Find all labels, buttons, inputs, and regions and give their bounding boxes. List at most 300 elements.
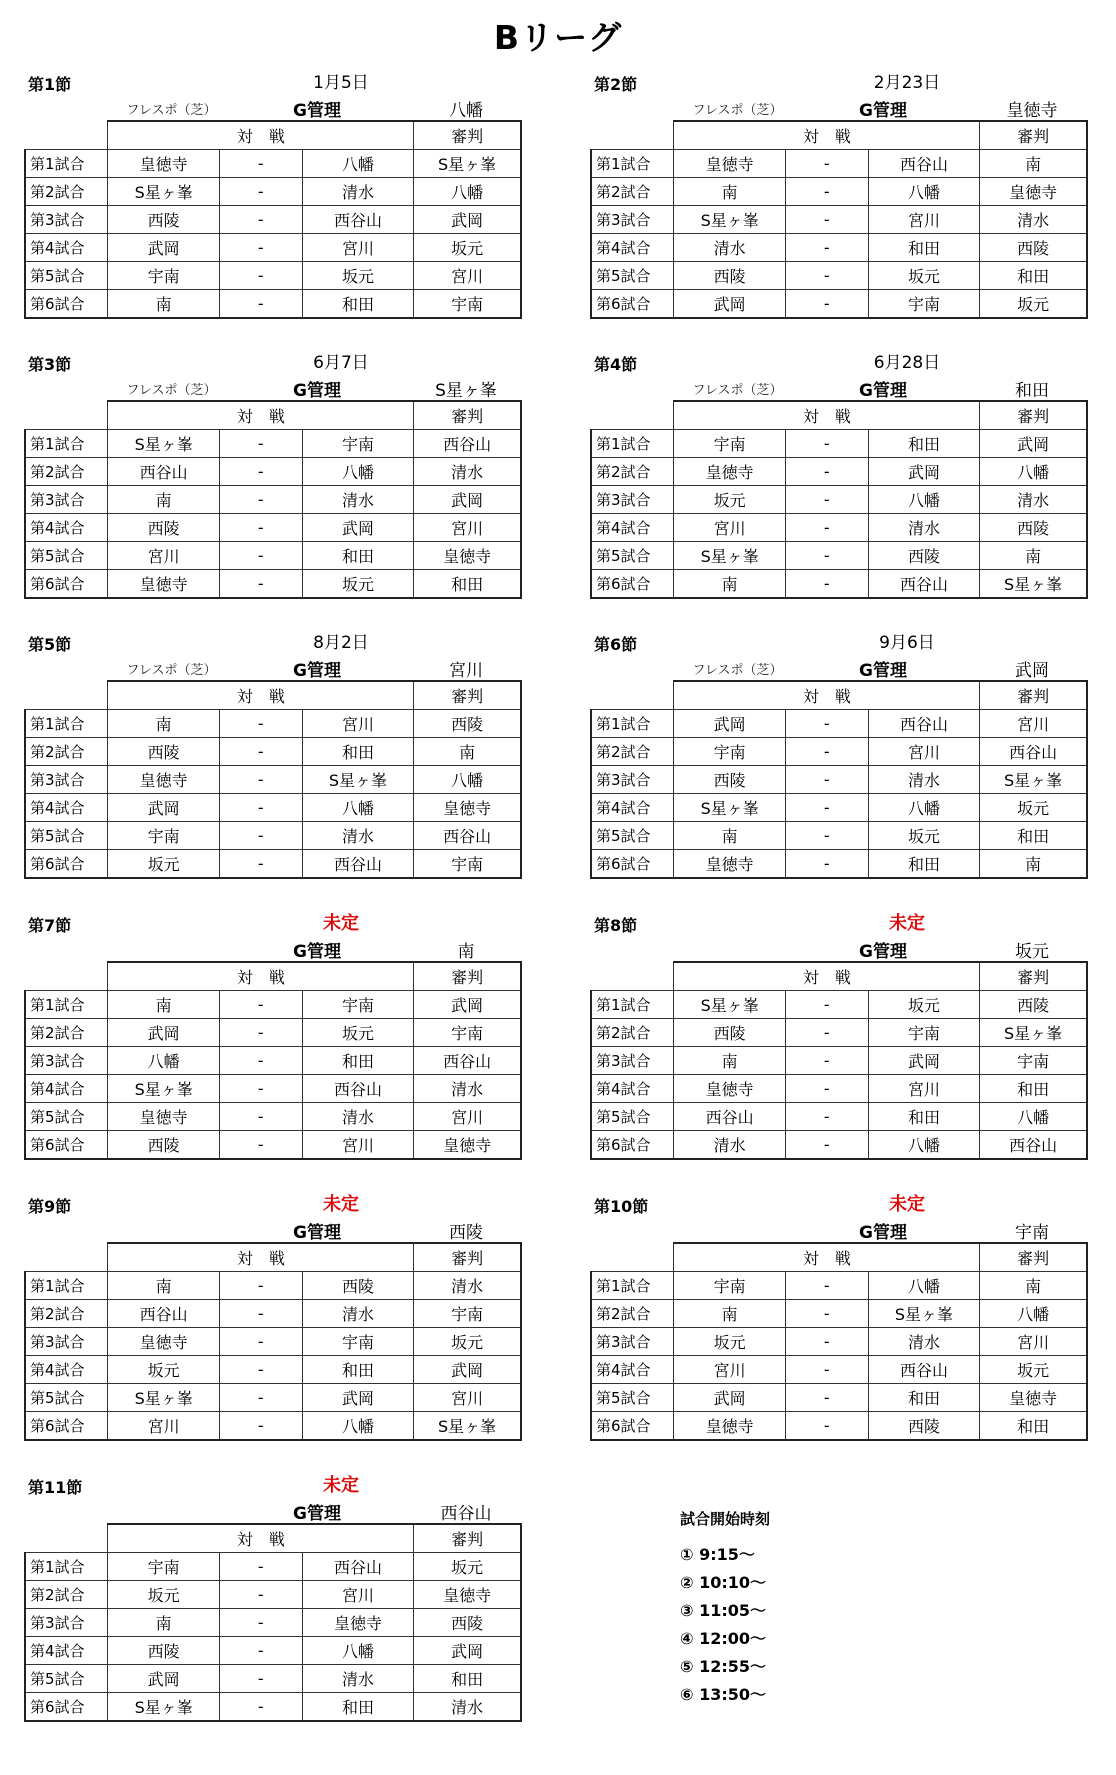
home-team: 皇徳寺 <box>674 1412 785 1441</box>
table-row <box>25 430 521 458</box>
table-row <box>25 1581 521 1609</box>
away-team: 清水 <box>302 486 413 514</box>
header-referee: 審判 <box>414 962 521 991</box>
referee-team: 西陵 <box>414 710 521 738</box>
section-date: 未定 <box>323 1194 359 1215</box>
home-team: 西陵 <box>108 206 219 234</box>
referee-team: S星ヶ峯 <box>414 150 521 178</box>
versus-dash: - <box>785 1272 868 1300</box>
match-number: 第5試合 <box>591 822 674 850</box>
match-number: 第5試合 <box>25 1103 108 1131</box>
versus-dash: - <box>219 850 302 879</box>
home-team: 南 <box>674 822 785 850</box>
start-time-item: ⑥ 13:50～ <box>680 1685 767 1704</box>
section-host: 西陵 <box>449 1223 483 1243</box>
away-team: 宮川 <box>868 206 979 234</box>
home-team: 宇南 <box>108 262 219 290</box>
away-team: 宇南 <box>302 991 413 1019</box>
away-team: 和田 <box>302 290 413 319</box>
versus-dash: - <box>219 1103 302 1131</box>
match-number: 第1試合 <box>591 430 674 458</box>
versus-dash: - <box>219 542 302 570</box>
home-team: 武岡 <box>108 234 219 262</box>
table-row <box>591 262 1087 290</box>
section-manager: G管理 <box>293 381 341 401</box>
header-referee: 審判 <box>980 121 1087 150</box>
referee-team: 宮川 <box>980 1328 1087 1356</box>
section-manager: G管理 <box>293 661 341 681</box>
header-referee: 審判 <box>414 1243 521 1272</box>
away-team: 八幡 <box>868 486 979 514</box>
table-row <box>25 1609 521 1637</box>
header-referee: 審判 <box>414 681 521 710</box>
header-blank <box>25 962 108 991</box>
referee-team: 清水 <box>414 1693 521 1722</box>
table-row <box>591 290 1087 319</box>
match-number: 第6試合 <box>25 570 108 599</box>
away-team: 和田 <box>868 1384 979 1412</box>
schedule-table <box>590 400 1088 599</box>
home-team: 武岡 <box>108 794 219 822</box>
schedule-table <box>24 1242 522 1441</box>
table-row <box>591 1131 1087 1160</box>
home-team: 武岡 <box>674 290 785 319</box>
versus-dash: - <box>785 1300 868 1328</box>
section-label: 第9節 <box>28 1197 72 1216</box>
table-row <box>25 1665 521 1693</box>
home-team: 宇南 <box>108 822 219 850</box>
header-referee: 審判 <box>414 401 521 430</box>
match-number: 第1試合 <box>25 991 108 1019</box>
referee-team: 西谷山 <box>414 822 521 850</box>
away-team: 西陵 <box>868 542 979 570</box>
home-team: 坂元 <box>108 1581 219 1609</box>
table-row <box>591 234 1087 262</box>
match-number: 第5試合 <box>591 1103 674 1131</box>
match-number: 第4試合 <box>591 1075 674 1103</box>
section-manager: G管理 <box>859 942 907 962</box>
home-team: 皇徳寺 <box>108 150 219 178</box>
schedule-table <box>24 961 522 1160</box>
section-7 <box>24 905 529 1185</box>
away-team: 清水 <box>302 178 413 206</box>
match-number: 第5試合 <box>25 1665 108 1693</box>
referee-team: 清水 <box>414 1075 521 1103</box>
versus-dash: - <box>219 1356 302 1384</box>
match-number: 第6試合 <box>591 850 674 879</box>
versus-dash: - <box>219 766 302 794</box>
table-row <box>25 710 521 738</box>
away-team: 八幡 <box>302 1412 413 1441</box>
header-taisen: 対 戦 <box>108 401 414 430</box>
table-row <box>25 991 521 1019</box>
section-host: 坂元 <box>1015 942 1049 962</box>
referee-team: 武岡 <box>414 991 521 1019</box>
referee-team: 清水 <box>980 486 1087 514</box>
home-team: 坂元 <box>108 850 219 879</box>
away-team: 八幡 <box>302 1637 413 1665</box>
referee-team: 和田 <box>414 570 521 599</box>
section-label: 第8節 <box>594 916 638 935</box>
match-number: 第4試合 <box>591 1356 674 1384</box>
referee-team: 坂元 <box>414 1553 521 1581</box>
table-row <box>591 150 1087 178</box>
referee-team: 南 <box>980 1272 1087 1300</box>
versus-dash: - <box>219 206 302 234</box>
home-team: S星ヶ峯 <box>108 430 219 458</box>
home-team: S星ヶ峯 <box>108 1693 219 1722</box>
home-team: 武岡 <box>108 1665 219 1693</box>
home-team: 西谷山 <box>674 1103 785 1131</box>
table-row <box>591 542 1087 570</box>
home-team: 南 <box>674 178 785 206</box>
away-team: 和田 <box>868 850 979 879</box>
away-team: 宮川 <box>302 234 413 262</box>
away-team: 西谷山 <box>302 850 413 879</box>
section-venue: フレスポ（芝） <box>692 383 783 398</box>
match-number: 第5試合 <box>591 262 674 290</box>
versus-dash: - <box>785 486 868 514</box>
section-host: 宇南 <box>1015 1223 1049 1243</box>
home-team: S星ヶ峯 <box>674 991 785 1019</box>
header-referee: 審判 <box>980 962 1087 991</box>
header-blank <box>25 121 108 150</box>
versus-dash: - <box>785 766 868 794</box>
versus-dash: - <box>219 458 302 486</box>
table-row <box>591 1300 1087 1328</box>
match-number: 第2試合 <box>25 738 108 766</box>
match-number: 第1試合 <box>25 150 108 178</box>
versus-dash: - <box>219 794 302 822</box>
start-time-item: ③ 11:05～ <box>680 1601 767 1620</box>
home-team: 皇徳寺 <box>108 570 219 599</box>
referee-team: 八幡 <box>414 178 521 206</box>
header-blank <box>25 401 108 430</box>
header-referee: 審判 <box>980 681 1087 710</box>
away-team: 宇南 <box>302 1328 413 1356</box>
away-team: 八幡 <box>868 794 979 822</box>
match-number: 第1試合 <box>25 710 108 738</box>
away-team: 宮川 <box>302 710 413 738</box>
table-row <box>25 1412 521 1441</box>
versus-dash: - <box>785 794 868 822</box>
table-row <box>591 1103 1087 1131</box>
table-row <box>591 514 1087 542</box>
referee-team: 坂元 <box>980 290 1087 319</box>
section-manager: G管理 <box>293 1504 341 1524</box>
table-row <box>591 1412 1087 1441</box>
table-row <box>591 1384 1087 1412</box>
home-team: 坂元 <box>674 1328 785 1356</box>
header-taisen: 対 戦 <box>674 962 980 991</box>
header-taisen: 対 戦 <box>674 121 980 150</box>
section-venue: フレスポ（芝） <box>692 663 783 678</box>
away-team: 和田 <box>302 738 413 766</box>
match-number: 第5試合 <box>25 822 108 850</box>
referee-team: 武岡 <box>980 430 1087 458</box>
start-time-item: ② 10:10～ <box>680 1573 767 1592</box>
referee-team: 和田 <box>980 822 1087 850</box>
start-times-list <box>680 1541 900 1709</box>
referee-team: S星ヶ峯 <box>980 766 1087 794</box>
versus-dash: - <box>219 178 302 206</box>
schedule-table <box>590 1242 1088 1441</box>
header-blank <box>25 1243 108 1272</box>
match-number: 第1試合 <box>591 710 674 738</box>
away-team: 和田 <box>868 234 979 262</box>
table-row <box>25 1300 521 1328</box>
section-venue: フレスポ（芝） <box>692 103 783 118</box>
versus-dash: - <box>219 514 302 542</box>
match-number: 第2試合 <box>591 1300 674 1328</box>
away-team: 宮川 <box>868 738 979 766</box>
table-row <box>591 458 1087 486</box>
start-time-item: ⑤ 12:55～ <box>680 1657 767 1676</box>
match-number: 第3試合 <box>591 206 674 234</box>
section-label: 第6節 <box>594 635 638 654</box>
match-number: 第3試合 <box>591 1047 674 1075</box>
home-team: 南 <box>108 290 219 319</box>
referee-team: 武岡 <box>414 206 521 234</box>
away-team: 武岡 <box>868 1047 979 1075</box>
header-blank <box>591 1243 674 1272</box>
table-row <box>591 1272 1087 1300</box>
away-team: 西谷山 <box>868 570 979 599</box>
versus-dash: - <box>785 206 868 234</box>
section-label: 第10節 <box>594 1197 649 1216</box>
section-date: 9月6日 <box>879 633 935 653</box>
section-host: 南 <box>457 942 475 962</box>
match-number: 第4試合 <box>25 1637 108 1665</box>
match-number: 第3試合 <box>25 766 108 794</box>
versus-dash: - <box>785 850 868 879</box>
table-row <box>25 1637 521 1665</box>
section-label: 第2節 <box>594 75 638 94</box>
referee-team: 西陵 <box>980 514 1087 542</box>
referee-team: 清水 <box>414 458 521 486</box>
home-team: 西陵 <box>108 1131 219 1160</box>
versus-dash: - <box>785 150 868 178</box>
referee-team: 南 <box>980 850 1087 879</box>
table-row <box>25 1047 521 1075</box>
away-team: 西谷山 <box>868 710 979 738</box>
home-team: 宮川 <box>108 1412 219 1441</box>
section-date: 8月2日 <box>313 633 369 653</box>
section-host: 西谷山 <box>440 1504 492 1524</box>
referee-team: 八幡 <box>980 458 1087 486</box>
section-label: 第4節 <box>594 355 638 374</box>
referee-team: S星ヶ峯 <box>980 1019 1087 1047</box>
match-number: 第4試合 <box>25 234 108 262</box>
home-team: 西陵 <box>674 1019 785 1047</box>
away-team: 和田 <box>302 1047 413 1075</box>
match-number: 第6試合 <box>25 1131 108 1160</box>
away-team: 武岡 <box>302 514 413 542</box>
table-row <box>591 794 1087 822</box>
referee-team: 宮川 <box>414 1103 521 1131</box>
table-row <box>591 822 1087 850</box>
header-taisen: 対 戦 <box>674 681 980 710</box>
referee-team: 武岡 <box>414 1637 521 1665</box>
section-date: 未定 <box>889 1194 925 1215</box>
home-team: 南 <box>674 1047 785 1075</box>
versus-dash: - <box>219 1637 302 1665</box>
header-blank <box>591 401 674 430</box>
schedule-table <box>24 400 522 599</box>
table-row <box>591 1356 1087 1384</box>
match-number: 第6試合 <box>591 290 674 319</box>
referee-team: 宮川 <box>980 710 1087 738</box>
away-team: 清水 <box>302 1300 413 1328</box>
versus-dash: - <box>785 542 868 570</box>
header-taisen: 対 戦 <box>674 1243 980 1272</box>
referee-team: 皇徳寺 <box>414 1581 521 1609</box>
home-team: 宇南 <box>108 1553 219 1581</box>
versus-dash: - <box>785 458 868 486</box>
section-manager: G管理 <box>859 1223 907 1243</box>
table-row <box>25 514 521 542</box>
versus-dash: - <box>219 1665 302 1693</box>
referee-team: 清水 <box>980 206 1087 234</box>
section-8 <box>590 905 1095 1185</box>
table-row <box>591 206 1087 234</box>
table-row <box>25 262 521 290</box>
section-2 <box>590 64 1095 344</box>
section-manager: G管理 <box>293 942 341 962</box>
section-host: 和田 <box>1015 381 1049 401</box>
table-row <box>591 710 1087 738</box>
match-number: 第4試合 <box>25 794 108 822</box>
versus-dash: - <box>219 1131 302 1160</box>
header-taisen: 対 戦 <box>108 962 414 991</box>
schedule-table <box>590 680 1088 879</box>
versus-dash: - <box>785 430 868 458</box>
versus-dash: - <box>785 1103 868 1131</box>
referee-team: S星ヶ峯 <box>980 570 1087 599</box>
match-number: 第4試合 <box>25 1356 108 1384</box>
away-team: 坂元 <box>302 1019 413 1047</box>
header-referee: 審判 <box>980 401 1087 430</box>
match-number: 第6試合 <box>25 1693 108 1722</box>
referee-team: 皇徳寺 <box>414 794 521 822</box>
section-host: 八幡 <box>449 101 483 121</box>
match-number: 第2試合 <box>591 178 674 206</box>
away-team: 和田 <box>302 1693 413 1722</box>
home-team: 宮川 <box>674 514 785 542</box>
versus-dash: - <box>219 1300 302 1328</box>
home-team: S星ヶ峯 <box>108 178 219 206</box>
home-team: 清水 <box>674 234 785 262</box>
versus-dash: - <box>785 514 868 542</box>
home-team: 宇南 <box>674 738 785 766</box>
table-row <box>25 290 521 319</box>
section-host: 皇徳寺 <box>1006 101 1058 121</box>
table-row <box>25 1356 521 1384</box>
match-number: 第2試合 <box>25 1300 108 1328</box>
home-team: 南 <box>674 1300 785 1328</box>
match-number: 第5試合 <box>25 1384 108 1412</box>
versus-dash: - <box>785 1328 868 1356</box>
match-number: 第6試合 <box>591 1412 674 1441</box>
table-row <box>591 766 1087 794</box>
section-label: 第7節 <box>28 916 72 935</box>
versus-dash: - <box>785 1412 868 1441</box>
match-number: 第4試合 <box>25 1075 108 1103</box>
match-number: 第2試合 <box>25 178 108 206</box>
home-team: 西陵 <box>108 514 219 542</box>
referee-team: 皇徳寺 <box>980 1384 1087 1412</box>
referee-team: 西谷山 <box>980 1131 1087 1160</box>
versus-dash: - <box>219 234 302 262</box>
section-host: S星ヶ峯 <box>435 381 497 401</box>
match-number: 第1試合 <box>25 1553 108 1581</box>
page-title: Bリーグ <box>493 18 623 57</box>
section-5 <box>24 624 529 904</box>
away-team: 宮川 <box>302 1131 413 1160</box>
away-team: 和田 <box>868 430 979 458</box>
home-team: 南 <box>108 1272 219 1300</box>
away-team: 坂元 <box>868 822 979 850</box>
table-row <box>591 1047 1087 1075</box>
versus-dash: - <box>785 178 868 206</box>
home-team: S星ヶ峯 <box>108 1075 219 1103</box>
table-row <box>25 570 521 599</box>
versus-dash: - <box>219 150 302 178</box>
match-number: 第4試合 <box>591 234 674 262</box>
match-number: 第3試合 <box>25 1328 108 1356</box>
section-date: 6月28日 <box>873 353 941 373</box>
section-6 <box>590 624 1095 904</box>
home-team: 西谷山 <box>108 458 219 486</box>
referee-team: 南 <box>980 542 1087 570</box>
away-team: 清水 <box>302 1103 413 1131</box>
referee-team: 宮川 <box>414 1384 521 1412</box>
away-team: 宇南 <box>302 430 413 458</box>
table-row <box>25 542 521 570</box>
home-team: 皇徳寺 <box>674 850 785 879</box>
section-date: 未定 <box>889 913 925 934</box>
home-team: 宇南 <box>674 1272 785 1300</box>
table-row <box>25 486 521 514</box>
match-number: 第4試合 <box>591 514 674 542</box>
match-number: 第5試合 <box>591 542 674 570</box>
away-team: 西谷山 <box>302 1075 413 1103</box>
match-number: 第6試合 <box>591 570 674 599</box>
versus-dash: - <box>785 1075 868 1103</box>
referee-team: 皇徳寺 <box>980 178 1087 206</box>
away-team: 西陵 <box>302 1272 413 1300</box>
start-time-item: ① 9:15～ <box>680 1545 755 1564</box>
versus-dash: - <box>219 430 302 458</box>
referee-team: 皇徳寺 <box>414 542 521 570</box>
match-number: 第1試合 <box>25 430 108 458</box>
home-team: 南 <box>108 486 219 514</box>
match-number: 第3試合 <box>25 1047 108 1075</box>
match-number: 第1試合 <box>591 1272 674 1300</box>
match-number: 第3試合 <box>25 1609 108 1637</box>
home-team: S星ヶ峯 <box>674 794 785 822</box>
referee-team: 西谷山 <box>414 1047 521 1075</box>
section-manager: G管理 <box>859 101 907 121</box>
section-manager: G管理 <box>293 101 341 121</box>
table-row <box>25 1328 521 1356</box>
section-date: 2月23日 <box>873 73 941 93</box>
versus-dash: - <box>785 1047 868 1075</box>
home-team: S星ヶ峯 <box>674 206 785 234</box>
away-team: 西谷山 <box>302 1553 413 1581</box>
section-host: 宮川 <box>449 661 483 681</box>
versus-dash: - <box>219 710 302 738</box>
